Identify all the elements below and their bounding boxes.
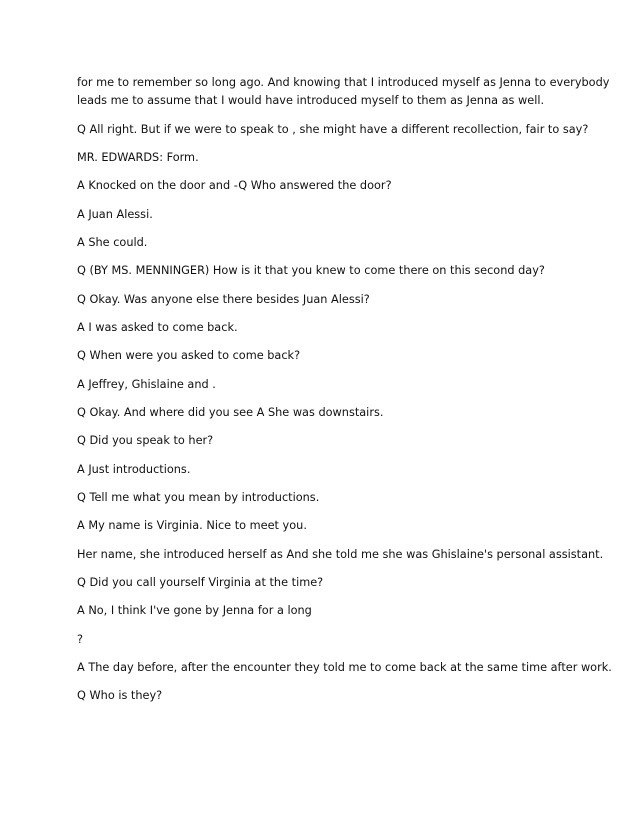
transcript-line-23: Q Who is they? (77, 689, 163, 702)
transcript-line-17: A My name is Virginia. Nice to meet you. (77, 519, 307, 532)
transcript-line-20: A No, I think I've gone by Jenna for a long (77, 604, 312, 617)
transcript-line-9: Q Okay. Was anyone else there besides Juan Alessi? (77, 293, 370, 306)
transcript-line-8: Q (BY MS. MENNINGER) How is it that you knew to come there on this second day? (77, 264, 545, 277)
transcript-line-12: A Jeffrey, Ghislaine and . (77, 378, 216, 391)
transcript-line-3: Q All right. But if we were to speak to , she might have a different recollection, fair to say? (77, 123, 589, 136)
transcript-line-16: Q Tell me what you mean by introductions. (77, 491, 320, 504)
transcript-line-1: for me to remember so long ago. And knowing that I introduced myself as Jenna to everybody (77, 76, 610, 89)
transcript-line-10: A I was asked to come back. (77, 321, 238, 334)
transcript-line-6: A Juan Alessi. (77, 208, 153, 221)
transcript-line-5: A Knocked on the door and -Q Who answered the door? (77, 179, 392, 192)
transcript-line-13: Q Okay. And where did you see A She was downstairs. (77, 406, 384, 419)
transcript-line-2: leads me to assume that I would have introduced myself to them as Jenna as well. (77, 94, 545, 107)
transcript-line-15: A Just introductions. (77, 463, 191, 476)
transcript-line-18: Her name, she introduced herself as And she told me she was Ghislaine's personal assistant. (77, 548, 604, 561)
transcript-line-7: A She could. (77, 236, 148, 249)
transcript-line-11: Q When were you asked to come back? (77, 349, 301, 362)
transcript-line-19: Q Did you call yourself Virginia at the time? (77, 576, 324, 589)
transcript-line-14: Q Did you speak to her? (77, 434, 214, 447)
transcript-line-22: A The day before, after the encounter they told me to come back at the same time after work. (77, 661, 612, 674)
transcript-line-21: ? (77, 633, 83, 646)
transcript-line-4: MR. EDWARDS: Form. (77, 151, 199, 164)
